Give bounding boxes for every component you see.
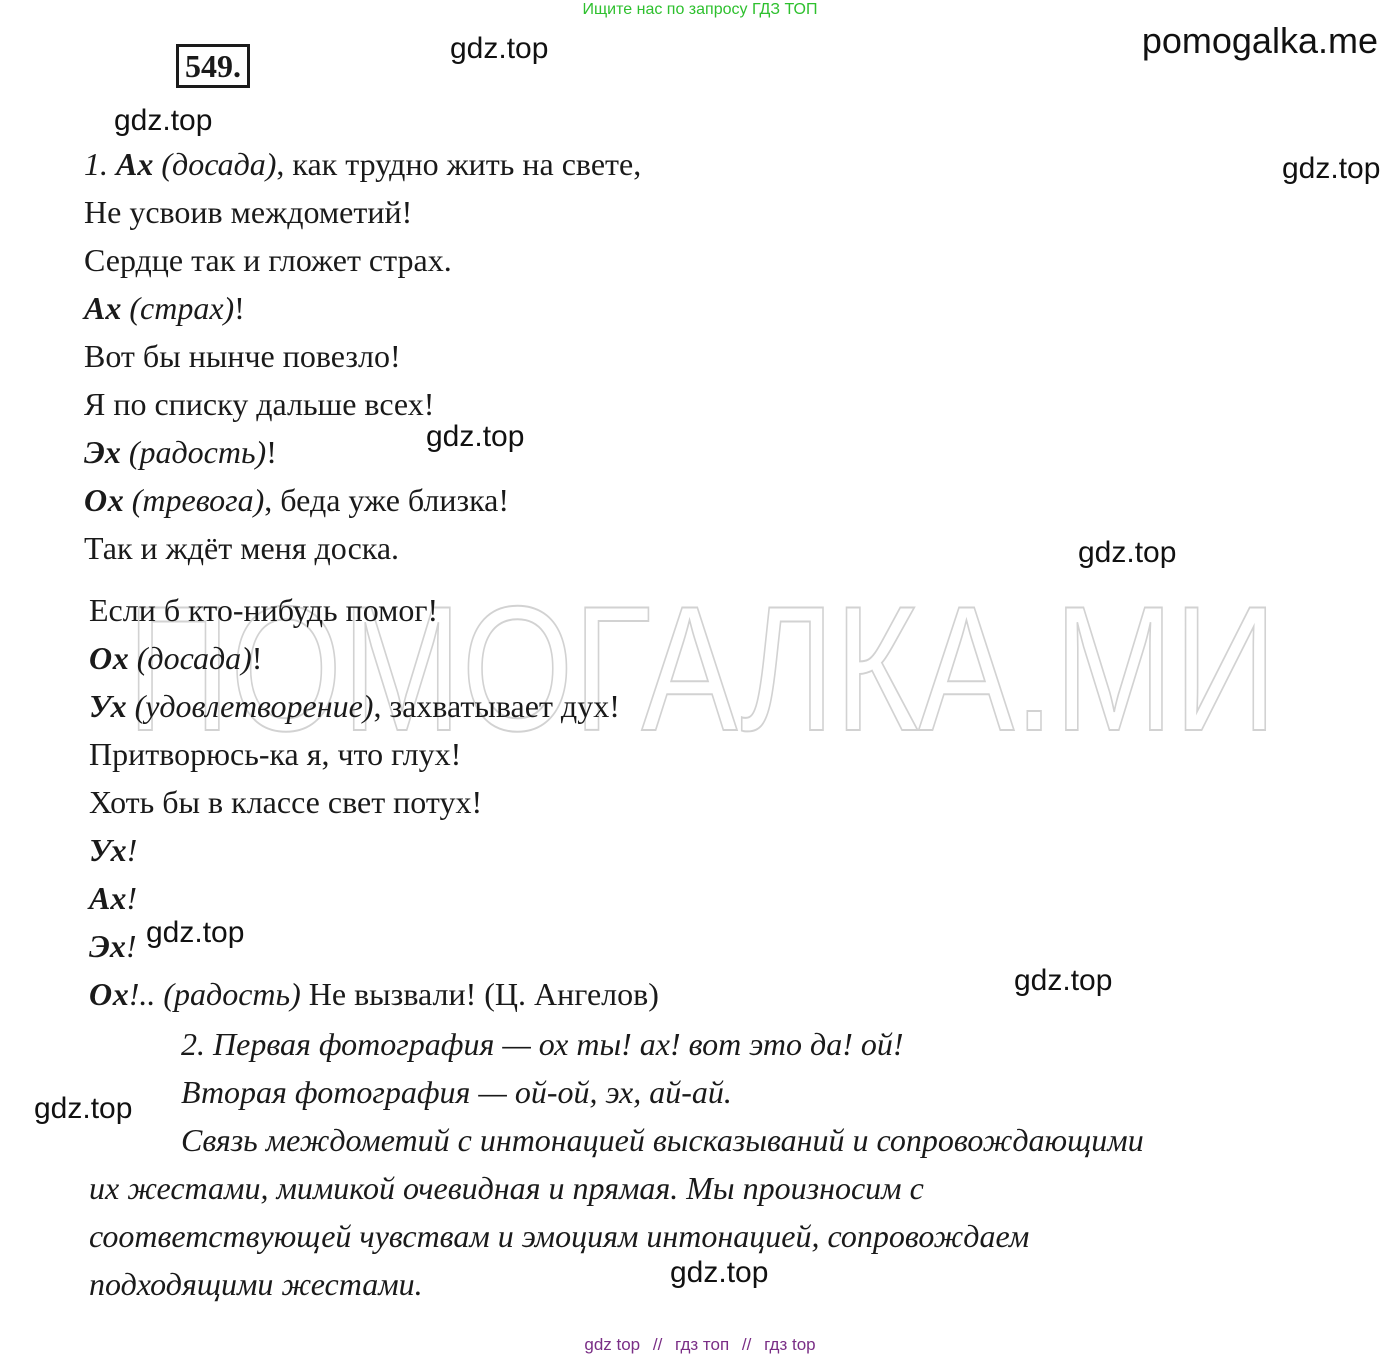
gdz-watermark: gdz.top [450,32,549,65]
answer2-paragraph-line: их жестами, мимикой очевидная и прямая. Мы произносим с [89,1170,924,1206]
top-banner: Ищите нас по запросу ГДЗ ТОП [582,1,818,18]
poem-line: Если б кто-нибудь помог! [89,592,439,628]
poem-line: Ах (страх)! [84,290,245,326]
answer2-line1: 2. Первая фотография — ох ты! ах! вот это да! ой! [181,1026,904,1062]
gdz-watermark: gdz.top [1282,152,1381,185]
answer2-paragraph-line: подходящими жестами. [89,1266,423,1302]
footer-separator: // [652,1335,663,1354]
poem-line: Вот бы нынче повезло! [84,338,401,374]
poem-line: Ах! [89,880,137,916]
gdz-watermark: gdz.top [34,1092,133,1125]
poem-line: 1. Ах (досада), как трудно жить на свете, [84,146,642,182]
poem-stanza-2 [89,586,659,1018]
gdz-watermark: gdz.top [670,1256,769,1289]
poem-line: Притворюсь-ка я, что глух! [89,736,462,772]
poem-line: Сердце так и гложет страх. [84,242,452,278]
poem-line: Ох!.. (радость) Не вызвали! (Ц. Ангелов) [89,976,659,1012]
poem-line: Так и ждёт меня доска. [84,530,400,566]
gdz-watermark: gdz.top [1014,964,1113,997]
poem-line: Ух (удовлетворение), захватывает дух! [89,688,620,724]
answer2-paragraph-line: соответствующей чувствам и эмоциям интонацией, сопровождаем [89,1218,1030,1254]
poem-line: Хоть бы в классе свет потух! [89,784,483,820]
task-number: 549. [176,44,250,88]
footer-link[interactable]: гдз топ [675,1335,730,1354]
gdz-watermark: gdz.top [146,916,245,949]
site-brand: pomogalka.me [1141,20,1378,61]
footer-link[interactable]: gdz top [584,1335,641,1354]
poem-line: Ох (тревога), беда уже близка! [84,482,510,518]
background-watermark-text: ПОМОГАЛКА.МИ [127,572,1277,762]
footer-link[interactable]: гдз top [764,1335,816,1354]
footer [0,1335,1400,1355]
poem-line: Я по списку дальше всех! [84,386,435,422]
poem-line: Ох (досада)! [89,640,263,676]
poem-line: Эх! [89,928,137,964]
poem-stanza-1 [84,140,641,572]
poem-line: Не усвоив междометий! [84,194,413,230]
gdz-watermark: gdz.top [1078,536,1177,569]
poem-line: Эх (радость)! [84,434,277,470]
gdz-watermark: gdz.top [426,420,525,453]
answer2-line2: Вторая фотография — ой-ой, эх, ай-ай. [181,1074,732,1110]
answer2-paragraph-line: Связь междометий с интонацией высказываний и сопровождающими [181,1122,1144,1158]
gdz-watermark: gdz.top [114,104,213,137]
footer-separator: // [741,1335,752,1354]
poem-line: Ух! [89,832,138,868]
